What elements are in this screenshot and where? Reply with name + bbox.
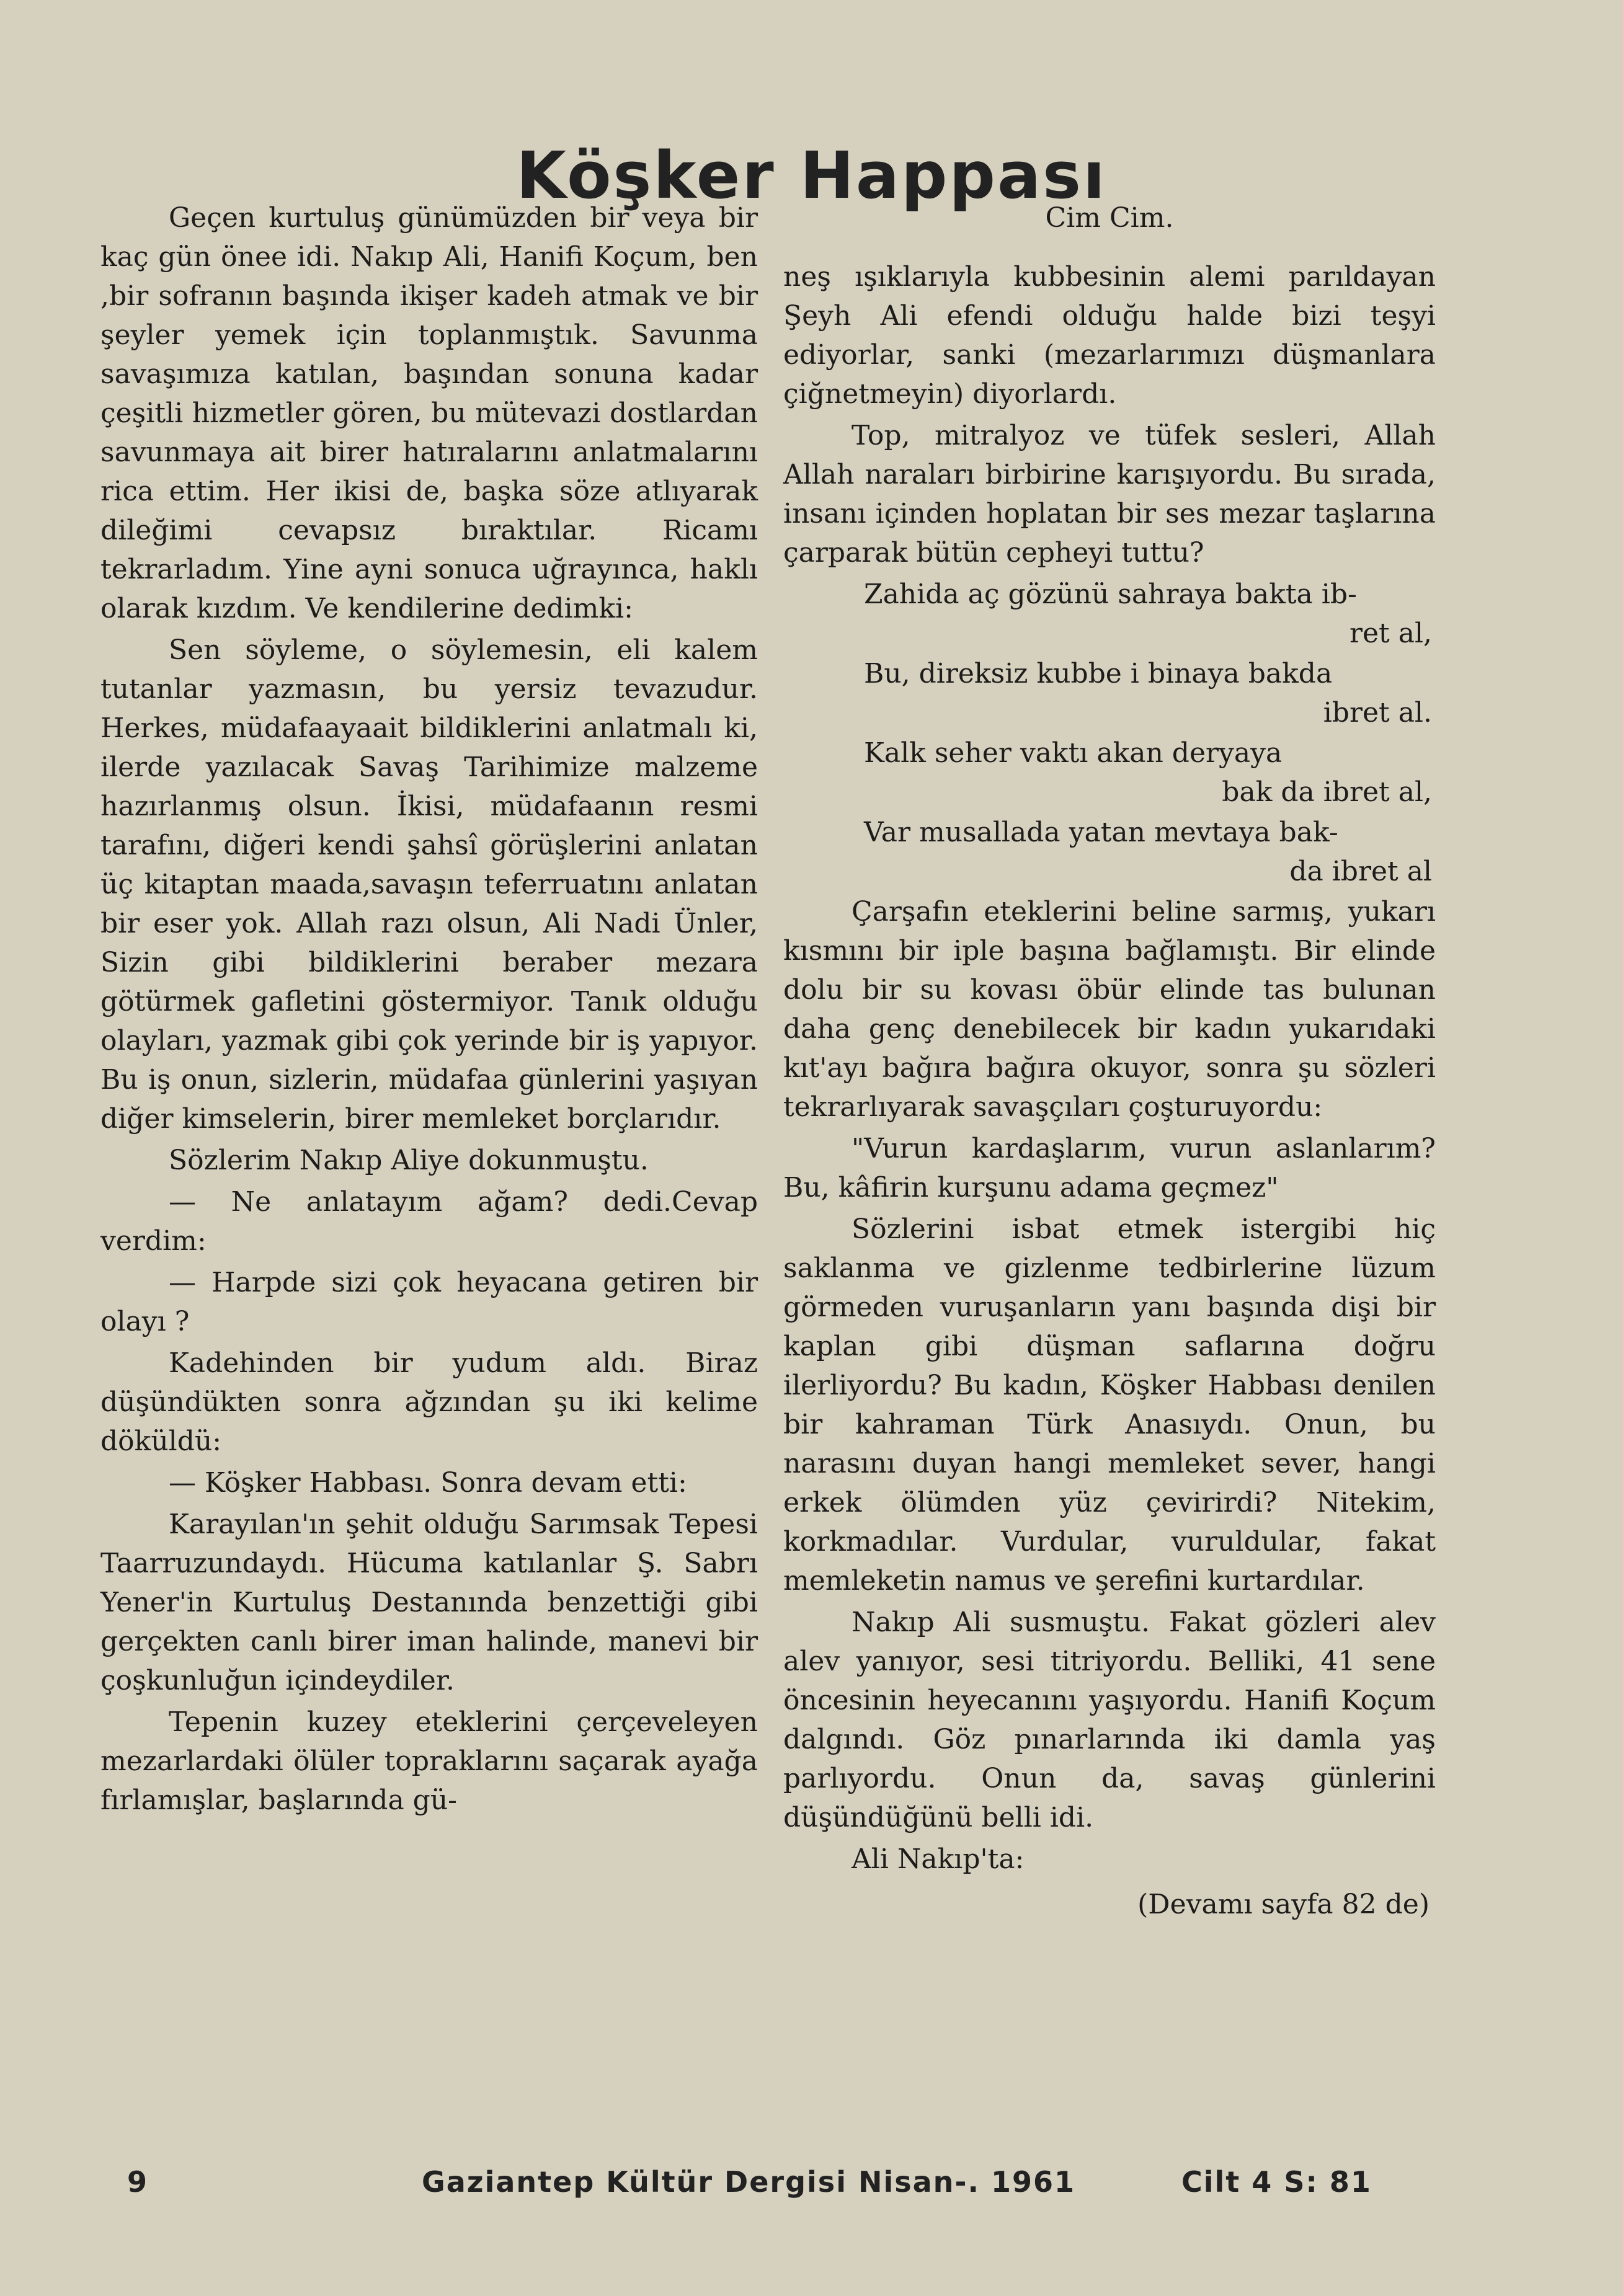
- paragraph: Karayılan'ın şehit olduğu Sarımsak Tepesi Taarruzundaydı. Hücuma katılanlar Ş. Sabrı Yener'in Kurtuluş Destanında benzettiği gibi gerçekten canlı birer iman halinde, manevi bir çoşkunluğun içindeydiler.: [100, 1509, 758, 1696]
- page-number: 9: [127, 2165, 148, 2199]
- verse-line: Var musallada yatan mevtaya bak-: [864, 817, 1338, 848]
- article-title: Köşker Happası: [516, 137, 1107, 213]
- verse-block: [783, 575, 1436, 891]
- volume-info: Cilt 4 S: 81: [1181, 2165, 1372, 2199]
- verse-line: Zahida aç gözünü sahraya bakta ib-: [864, 578, 1357, 610]
- journal-name: Gaziantep Kültür Dergisi Nisan-. 1961: [422, 2165, 1076, 2199]
- verse-line: Bu, direksiz kubbe i binaya bakda: [864, 658, 1333, 689]
- paragraph: — Harpde sizi çok heyacana getiren bir olayı ?: [100, 1267, 758, 1337]
- paragraph: Sözlerini isbat etmek istergibi hiç saklanma ve gizlenme tedbirlerine lüzum görmeden vuruşanların yanı başında dişi bir kaplan gibi düşman saflarına doğru ilerliyordu? Bu kadın, Köşker Habbası denilen bir kahraman Türk Anasıydı. Onun, bu narasını duyan hangi memleket sever, hangi erkek ölümden yüz çevirirdi? Nitekim, korkmadılar. Vurdular, vuruldular, fakat memleketin namus ve şerefini kurtardılar.: [783, 1213, 1436, 1597]
- left-column: [100, 198, 758, 1822]
- paragraph: — Köşker Habbası. Sonra devam etti:: [169, 1467, 687, 1499]
- paragraph: Ali Nakıp'ta:: [852, 1843, 1025, 1875]
- verse-line-end: ibret al.: [1323, 697, 1432, 729]
- paragraph: Tepenin kuzey eteklerini çerçeveleyen mezarlardaki ölüler topraklarını saçarak ayağa fırlamışlar, başlarında gü-: [100, 1706, 758, 1816]
- paragraph: — Ne anlatayım ağam? dedi.Cevap verdim:: [100, 1186, 758, 1257]
- verse-line-end: ret al,: [1349, 618, 1432, 649]
- paragraph: neş ışıklarıyla kubbesinin alemi parıldayan Şeyh Ali efendi olduğu halde bizi teşyi ediyorlar, sanki (mezarlarımızı düşmanlara çiğnetmeyin) diyorlardı.: [783, 261, 1436, 410]
- page-footer: [0, 2165, 1623, 2202]
- paragraph: Çarşafın eteklerini beline sarmış, yukarı kısmını bir iple başına bağlamıştı. Bir elinde dolu bir su kovası öbür elinde tas bulunan daha genç denebilecek bir kadın yukarıdaki kıt'ayı bağıra bağıra okuyor, sonra şu sözleri tekrarlıyarak savaşçıları çoşturuyordu:: [783, 896, 1436, 1123]
- verse-line: Kalk seher vaktı akan deryaya: [864, 737, 1283, 769]
- paragraph: Sen söyleme, o söylemesin, eli kalem tutanlar yazmasın, bu yersiz tevazudur. Herkes, müdafaayaait bildiklerini anlatmalı ki, ilerde yazılacak Savaş Tarihimize malzeme hazırlanmış olsun. İkisi, müdafaanın resmi tarafını, diğeri kendi şahsî görüşlerini anlatan üç kitaptan maada,savaşın teferruatını anlatan bir eser yok. Allah razı olsun, Ali Nadi Ünler, Sizin gibi bildiklerini beraber mezara götürmek gafletini göstermiyor. Tanık olduğu olayları, yazmak gibi çok yerinde bir iş yapıyor. Bu iş onun, sizlerin, müdafaa günlerini yaşıyan diğer kimselerin, birer memleket borçlarıdır.: [100, 634, 758, 1135]
- right-column: [783, 198, 1436, 1926]
- continued-note: (Devamı sayfa 82 de): [1137, 1889, 1430, 1920]
- paragraph: Top, mitralyoz ve tüfek sesleri, Allah Allah naraları birbirine karışıyordu. Bu sırada, insanı içinden hoplatan bir ses mezar taşlarına çarparak bütün cepheyi tuttu?: [783, 420, 1436, 569]
- quote-paragraph: "Vurun kardaşlarım, vurun aslanlarım? Bu, kâfirin kurşunu adama geçmez": [783, 1133, 1436, 1203]
- paragraph: Geçen kurtuluş günümüzden bir veya bir kaç gün önee idi. Nakıp Ali, Hanifi Koçum, ben ,bir sofranın başında ikişer kadeh atmak ve bir şeyler yemek için toplanmıştık. Savunma savaşımıza katılan, başından sonuna kadar çeşitli hizmetler gören, bu mütevazi dostlardan savunmaya ait birer hatıralarını anlatmalarını rica ettim. Her ikisi de, başka söze atlıyarak dileğimi cevapsız bıraktılar. Ricamı tekrarladım. Yine ayni sonuca uğrayınca, haklı olarak kızdım. Ve kendilerine dedimki:: [100, 202, 758, 624]
- verse-line-end: da ibret al: [1289, 856, 1432, 887]
- paragraph: Sözlerim Nakıp Aliye dokunmuştu.: [169, 1145, 649, 1176]
- paragraph: Nakıp Ali susmuştu. Fakat gözleri alev alev yanıyor, sesi titriyordu. Belliki, 41 sene öncesinin heyecanını yaşıyordu. Hanifi Koçum dalgındı. Göz pınarlarında iki damla yaş parlıyordu. Onun da, savaş günlerini düşündüğünü belli idi.: [783, 1607, 1436, 1833]
- section-heading: Cim Cim.: [1045, 202, 1174, 234]
- verse-line-end: bak da ibret al,: [1222, 776, 1432, 808]
- paragraph: Kadehinden bir yudum aldı. Biraz düşündükten sonra ağzından şu iki kelime döküldü:: [100, 1347, 758, 1457]
